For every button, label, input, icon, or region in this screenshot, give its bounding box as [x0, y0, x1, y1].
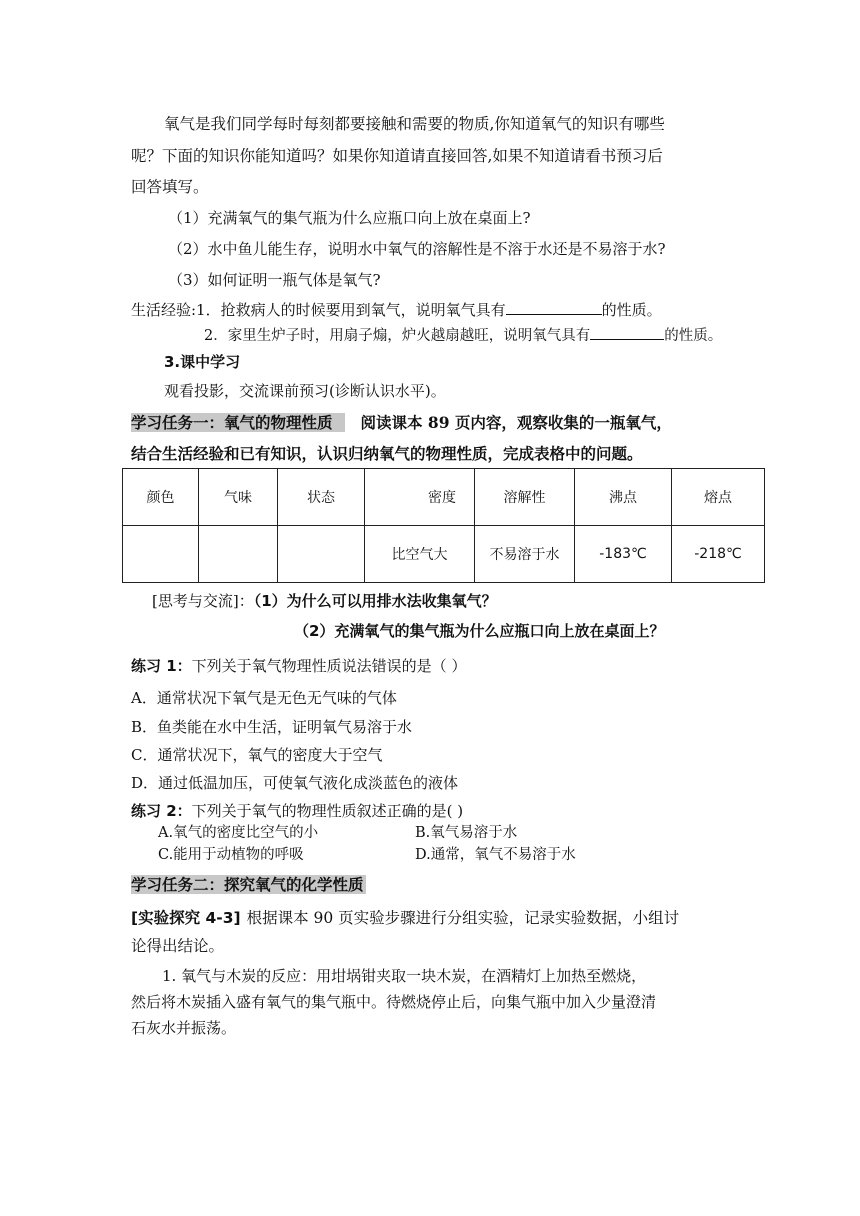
value-boiling-point: -183℃: [575, 526, 672, 583]
exercise-2-stem: [131, 801, 463, 821]
intro-question-2: （2）水中鱼儿能生存，说明水中氧气的溶解性是不溶于水还是不易溶于水?: [168, 240, 666, 258]
think-question-1: （1）为什么可以用排水法收集氧气？: [253, 592, 497, 610]
exercise-2-option-c[interactable]: C.能用于动植物的呼吸: [158, 847, 304, 863]
exercise-1-option-c[interactable]: C．通常状况下，氧气的密度大于空气: [131, 746, 383, 764]
value-density: 比空气大: [365, 526, 475, 583]
task-1-desc-1: 阅读课本 89 页内容，观察收集的一瓶氧气，: [360, 413, 672, 432]
life-experience-2: [204, 325, 722, 346]
header-state: 状态: [278, 469, 365, 526]
intro-line-3: 回答填写。: [131, 178, 209, 196]
exercise-1-question: 下列关于氧气物理性质说法错误的是（ ）: [191, 657, 467, 675]
header-boiling-point: 沸点: [575, 469, 672, 526]
experiment-text-1: 根据课本 90 页实验步骤进行分组实验，记录实验数据，小组讨: [246, 909, 680, 927]
experiment-text-2: 论得出结论。: [131, 937, 225, 955]
section-3-heading: 3.课中学习: [164, 353, 241, 371]
header-color: 颜色: [123, 469, 199, 526]
task-2-heading: [131, 875, 366, 895]
exercise-1-label: 练习 1：: [131, 657, 192, 675]
task-2-label: 学习任务二：探究氧气的化学性质: [131, 875, 364, 894]
think-question-2: （2）充满氧气的集气瓶为什么应瓶口向上放在桌面上？: [294, 622, 665, 640]
exercise-1-option-d[interactable]: D．通过低温加压，可使氧气液化成淡蓝色的液体: [131, 774, 459, 792]
header-odor: 气味: [199, 469, 278, 526]
exercise-2-label: 练习 2：: [131, 802, 192, 820]
think-label: [思考与交流]：: [152, 592, 254, 610]
intro-question-3: （3）如何证明一瓶气体是氧气?: [168, 271, 381, 289]
fill-blank-2[interactable]: [590, 325, 664, 340]
table-value-row: [123, 526, 765, 583]
section-3-text: 观看投影，交流课前预习(诊断认识水平)。: [164, 382, 446, 400]
exercise-2-question: 下列关于氧气的物理性质叙述正确的是( ): [191, 802, 464, 820]
exercise-1-option-a[interactable]: A．通常状况下氧气是无色无气味的气体: [131, 689, 397, 707]
table-header-row: [123, 469, 765, 526]
experiment-label: [实验探究 4-3]: [131, 909, 241, 927]
task-1-desc-2: 结合生活经验和已有知识，认识归纳氧气的物理性质，完成表格中的问题。: [131, 444, 643, 463]
task-1-line-1: [131, 413, 672, 433]
value-state[interactable]: [278, 526, 365, 583]
exercise-1-option-b[interactable]: B．鱼类能在水中生活，证明氧气易溶于水: [131, 718, 413, 736]
value-melting-point: -218℃: [672, 526, 765, 583]
intro-line-1: 氧气是我们同学每时每刻都要接触和需要的物质,你知道氧气的知识有哪些: [164, 115, 665, 133]
header-solubility: 溶解性: [475, 469, 575, 526]
think-line-1: [152, 591, 497, 611]
experiment-step-1-line-2: 然后将木炭插入盛有氧气的集气瓶中。待燃烧停止后，向集气瓶中加入少量澄清: [131, 993, 657, 1011]
life-experience-2-suffix: 的性质。: [664, 328, 723, 344]
life-experience-1-suffix: 的性质。: [601, 301, 662, 319]
experiment-step-1-line-3: 石灰水并振荡。: [131, 1019, 237, 1037]
experiment-step-1-line-1: 1. 氧气与木炭的反应：用坩埚钳夹取一块木炭，在酒精灯上加热至燃烧，: [162, 967, 647, 985]
value-color[interactable]: [123, 526, 199, 583]
exercise-1-stem: [131, 656, 466, 676]
experiment-line-1: [131, 908, 679, 928]
exercise-2-option-a[interactable]: A.氧气的密度比空气的小: [158, 825, 319, 841]
life-experience-1: [131, 300, 662, 320]
intro-question-1: （1）充满氧气的集气瓶为什么应瓶口向上放在桌面上?: [168, 209, 531, 227]
physical-properties-table: [122, 468, 765, 583]
header-melting-point: 熔点: [672, 469, 765, 526]
header-density: 密度: [365, 469, 475, 526]
life-experience-2-prefix: 2．家里生炉子时，用扇子煽，炉火越扇越旺，说明氧气具有: [204, 328, 591, 344]
value-odor[interactable]: [199, 526, 278, 583]
task-1-label: 学习任务一：氧气的物理性质: [131, 413, 345, 432]
exercise-2-option-d[interactable]: D.通常，氧气不易溶于水: [415, 847, 576, 863]
value-solubility: 不易溶于水: [475, 526, 575, 583]
life-experience-1-prefix: 生活经验:1．抢救病人的时候要用到氧气，说明氧气具有: [131, 301, 506, 319]
fill-blank-1[interactable]: [506, 300, 602, 315]
intro-line-2: 呢？下面的知识你能知道吗？如果你知道请直接回答,如果不知道请看书预习后: [131, 147, 663, 165]
exercise-2-option-b[interactable]: B.氧气易溶于水: [415, 825, 518, 841]
